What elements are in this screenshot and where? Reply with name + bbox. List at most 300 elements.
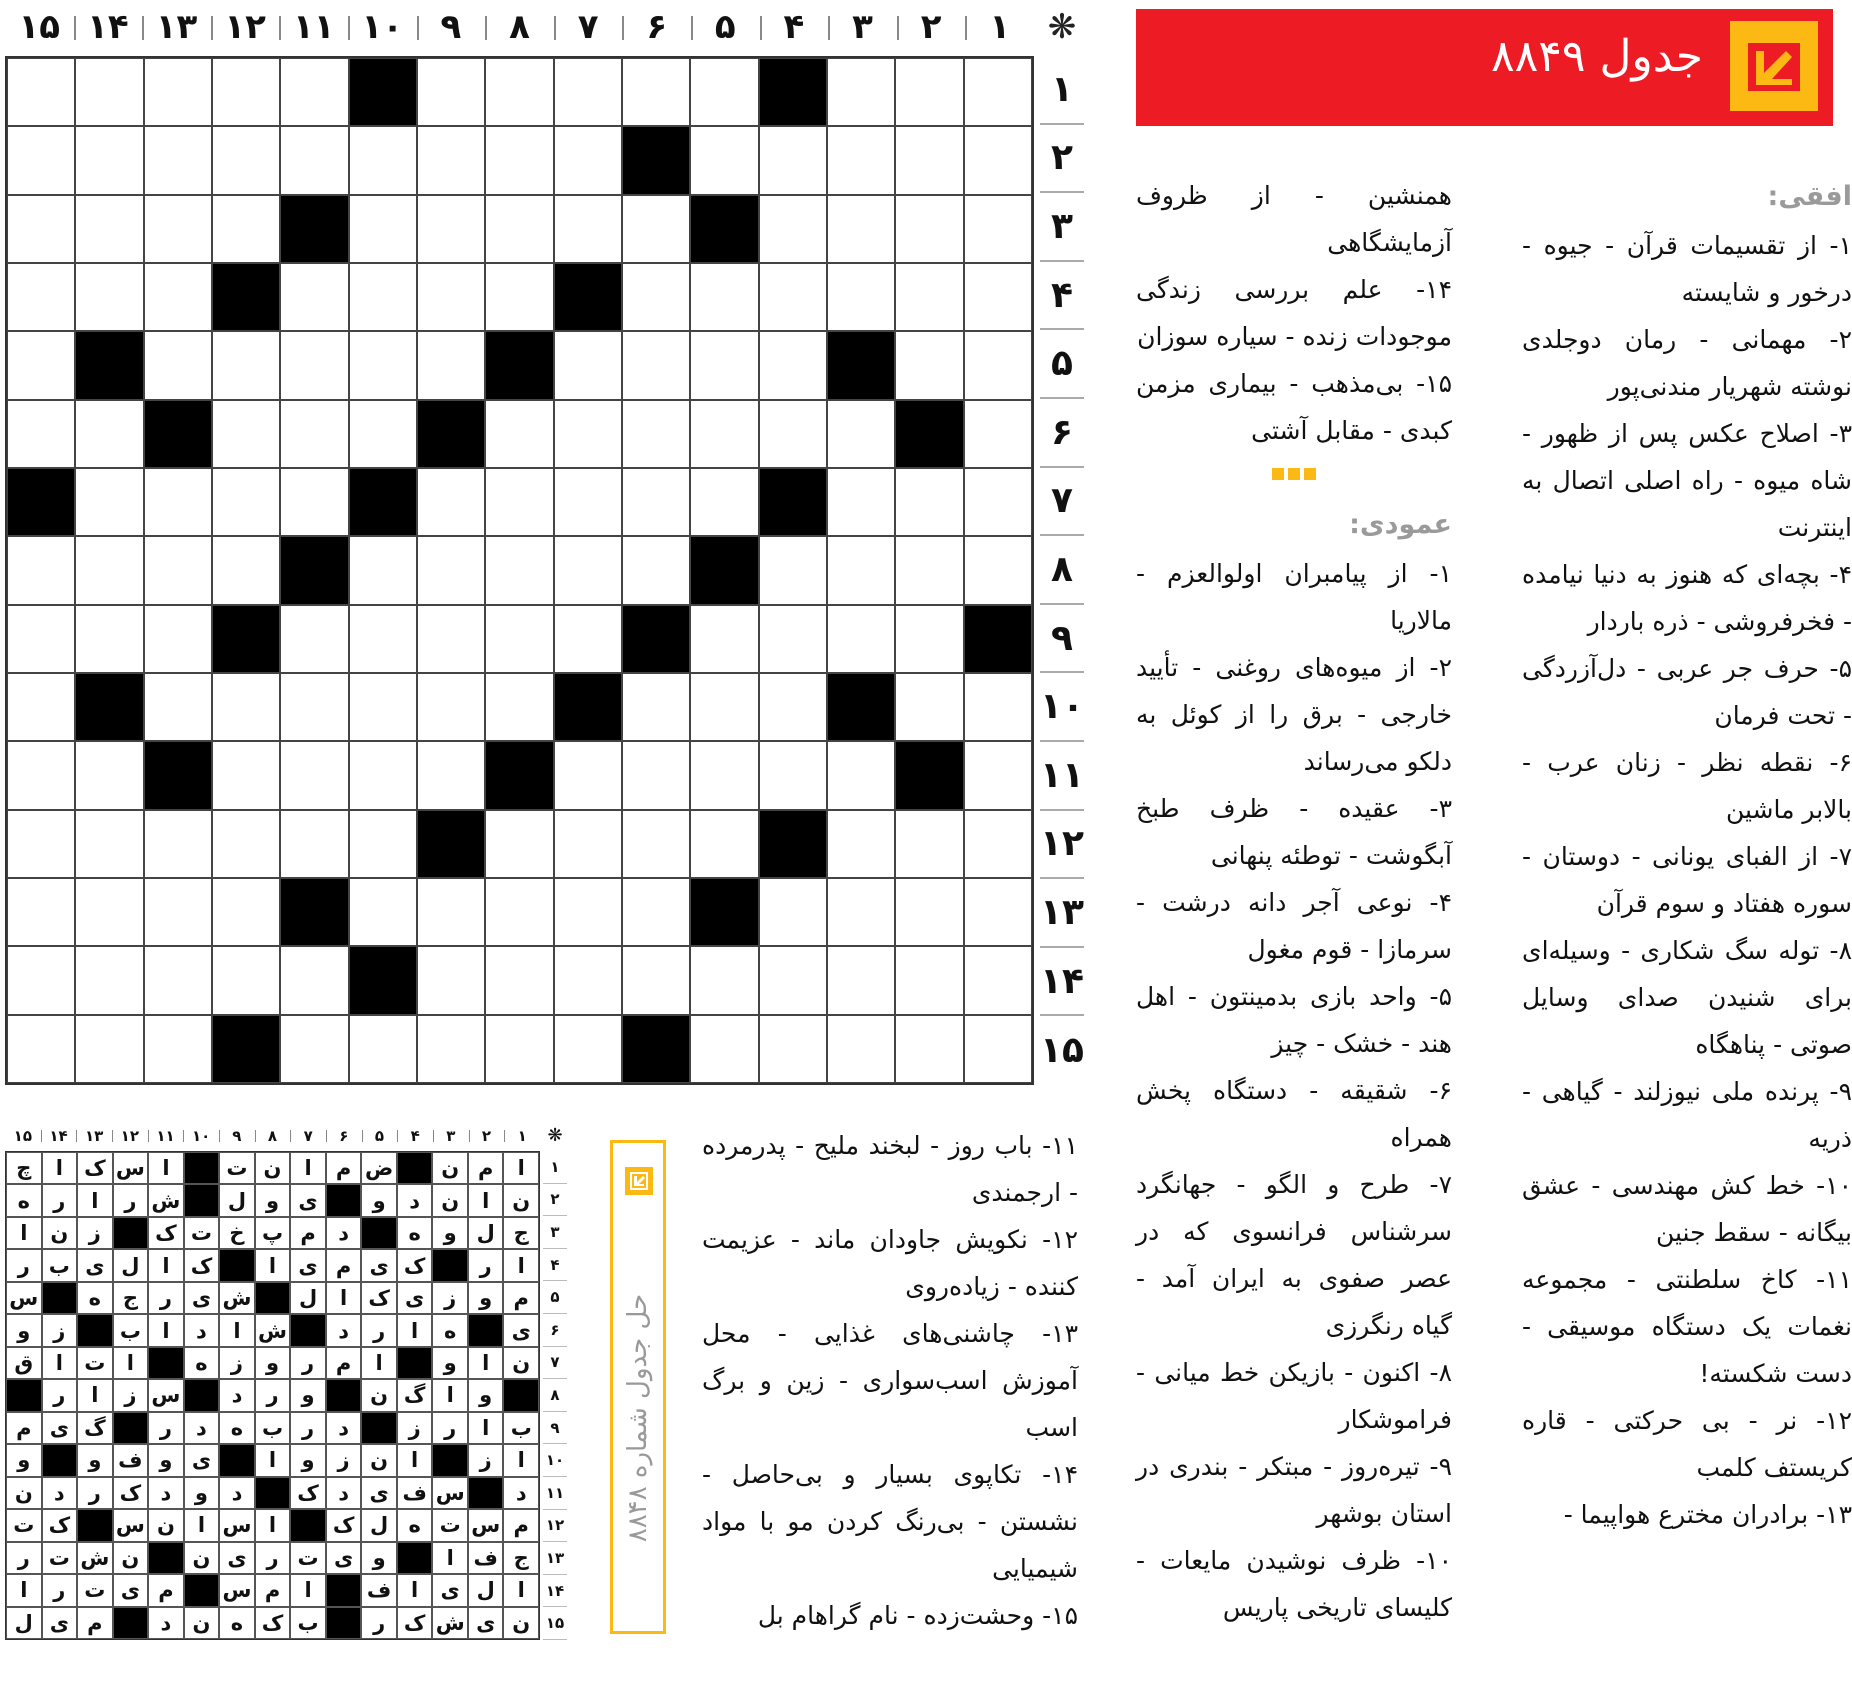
grid-cell[interactable] bbox=[144, 946, 212, 1014]
solution-cell: ن bbox=[503, 1184, 539, 1216]
solution-cell: و bbox=[6, 1314, 42, 1346]
grid-cell[interactable] bbox=[554, 126, 622, 194]
solution-cell: ا bbox=[219, 1314, 255, 1346]
grid-cell[interactable] bbox=[827, 536, 895, 604]
row-label: ۱۳ bbox=[1040, 879, 1084, 948]
row-label: ۱۱ bbox=[1040, 742, 1084, 811]
grid-cell[interactable] bbox=[7, 946, 75, 1014]
black-cell bbox=[622, 1015, 690, 1083]
solution-cell: ش bbox=[432, 1607, 468, 1639]
grid-cell[interactable] bbox=[964, 58, 1032, 126]
grid-cell[interactable] bbox=[280, 673, 348, 741]
solution-cell: گ bbox=[397, 1379, 433, 1411]
solution-black-cell bbox=[77, 1509, 113, 1541]
grid-cell[interactable] bbox=[964, 673, 1032, 741]
black-cell bbox=[280, 195, 348, 263]
grid-cell[interactable] bbox=[622, 810, 690, 878]
solution-cell: و bbox=[255, 1347, 291, 1379]
black-cell bbox=[349, 946, 417, 1014]
solution-cell: ی bbox=[432, 1574, 468, 1606]
solution-black-cell bbox=[113, 1607, 149, 1639]
grid-cell[interactable] bbox=[964, 878, 1032, 946]
solution-column-label: ۹ bbox=[219, 1122, 255, 1150]
grid-cell[interactable] bbox=[417, 878, 485, 946]
grid-cell[interactable] bbox=[964, 126, 1032, 194]
grid-cell[interactable] bbox=[7, 810, 75, 878]
column-label: ۱۰ bbox=[348, 2, 417, 52]
grid-cell[interactable] bbox=[895, 195, 963, 263]
grid-cell[interactable] bbox=[485, 878, 553, 946]
grid-cell[interactable] bbox=[964, 810, 1032, 878]
grid-cell[interactable] bbox=[7, 58, 75, 126]
solution-column-label: ۱۳ bbox=[76, 1122, 112, 1150]
grid-cell[interactable] bbox=[280, 946, 348, 1014]
grid-cell[interactable] bbox=[75, 605, 143, 673]
grid-cell[interactable] bbox=[485, 195, 553, 263]
grid-cell[interactable] bbox=[144, 58, 212, 126]
grid-cell[interactable] bbox=[144, 536, 212, 604]
grid-cell[interactable] bbox=[690, 673, 758, 741]
grid-cell[interactable] bbox=[417, 1015, 485, 1083]
horizontal-heading: افقی: bbox=[1767, 181, 1852, 212]
grid-cell[interactable] bbox=[212, 331, 280, 399]
solution-black-cell bbox=[468, 1314, 504, 1346]
grid-cell[interactable] bbox=[7, 1015, 75, 1083]
grid-cell[interactable] bbox=[144, 331, 212, 399]
grid-cell[interactable] bbox=[349, 605, 417, 673]
grid-cell[interactable] bbox=[690, 741, 758, 809]
grid-cell[interactable] bbox=[827, 58, 895, 126]
solution-cell: ی bbox=[184, 1444, 220, 1476]
grid-cell[interactable] bbox=[144, 878, 212, 946]
grid-cell[interactable] bbox=[554, 810, 622, 878]
grid-cell[interactable] bbox=[349, 810, 417, 878]
solution-row-label: ۸ bbox=[543, 1379, 567, 1412]
grid-cell[interactable] bbox=[827, 810, 895, 878]
grid-cell[interactable] bbox=[622, 263, 690, 331]
solution-black-cell bbox=[6, 1379, 42, 1411]
grid-cell[interactable] bbox=[895, 331, 963, 399]
grid-cell[interactable] bbox=[554, 195, 622, 263]
grid-cell[interactable] bbox=[485, 400, 553, 468]
grid-cell[interactable] bbox=[212, 58, 280, 126]
grid-cell[interactable] bbox=[827, 605, 895, 673]
solution-cell: ه bbox=[184, 1347, 220, 1379]
grid-cell[interactable] bbox=[964, 468, 1032, 536]
row-label: ۸ bbox=[1040, 536, 1084, 605]
grid-cell[interactable] bbox=[7, 536, 75, 604]
vertical-clue: ۲- از میوه‌های روغنی - تأیید خارجی - برق را از کوئل به دلکو می‌رساند bbox=[1136, 653, 1452, 776]
grid-cell[interactable] bbox=[759, 878, 827, 946]
grid-cell[interactable] bbox=[349, 1015, 417, 1083]
grid-cell[interactable] bbox=[964, 741, 1032, 809]
solution-cell: ک bbox=[42, 1509, 78, 1541]
grid-cell[interactable] bbox=[759, 263, 827, 331]
horizontal-clue: ۱۱- کاخ سلطنتی - مجموعه نغمات یک دستگاه موسیقی - دست شکسته! bbox=[1522, 1265, 1852, 1388]
grid-cell[interactable] bbox=[895, 878, 963, 946]
solution-corner-symbol: ❋ bbox=[547, 1125, 563, 1146]
grid-cell[interactable] bbox=[895, 536, 963, 604]
solution-cell: س bbox=[113, 1509, 149, 1541]
solution-black-cell bbox=[326, 1184, 362, 1216]
solution-row-label: ۹ bbox=[543, 1412, 567, 1445]
grid-cell[interactable] bbox=[690, 946, 758, 1014]
grid-cell[interactable] bbox=[964, 195, 1032, 263]
grid-cell[interactable] bbox=[417, 263, 485, 331]
grid-cell[interactable] bbox=[964, 331, 1032, 399]
grid-cell[interactable] bbox=[554, 605, 622, 673]
solution-cell: چ bbox=[6, 1152, 42, 1184]
grid-cell[interactable] bbox=[75, 946, 143, 1014]
grid-cell[interactable] bbox=[349, 126, 417, 194]
grid-cell[interactable] bbox=[759, 331, 827, 399]
grid-cell[interactable] bbox=[622, 58, 690, 126]
grid-cell[interactable] bbox=[622, 400, 690, 468]
solution-cell: ن bbox=[148, 1509, 184, 1541]
grid-cell[interactable] bbox=[75, 400, 143, 468]
grid-cell[interactable] bbox=[349, 878, 417, 946]
grid-cell[interactable] bbox=[964, 263, 1032, 331]
solution-cell: ن bbox=[42, 1217, 78, 1249]
solution-cell: ت bbox=[6, 1509, 42, 1541]
grid-cell[interactable] bbox=[485, 946, 553, 1014]
grid-cell[interactable] bbox=[280, 263, 348, 331]
solution-column-label: ۱ bbox=[504, 1122, 540, 1150]
solution-cell: ر bbox=[42, 1574, 78, 1606]
grid-cell[interactable] bbox=[7, 673, 75, 741]
grid-cell[interactable] bbox=[417, 58, 485, 126]
grid-cell[interactable] bbox=[280, 126, 348, 194]
solution-cell: ا bbox=[6, 1574, 42, 1606]
solution-black-cell bbox=[326, 1379, 362, 1411]
grid-cell[interactable] bbox=[349, 195, 417, 263]
grid-cell[interactable] bbox=[554, 741, 622, 809]
grid-cell[interactable] bbox=[75, 741, 143, 809]
grid-cell[interactable] bbox=[827, 195, 895, 263]
grid-cell[interactable] bbox=[280, 468, 348, 536]
grid-cell[interactable] bbox=[690, 331, 758, 399]
vertical-clue: ۱۴- تکاپوی بسیار و بی‌حاصل - نشستن - بی‌رنگ کردن مو با مواد شیمیایی bbox=[702, 1460, 1078, 1583]
grid-cell[interactable] bbox=[690, 605, 758, 673]
grid-cell[interactable] bbox=[690, 1015, 758, 1083]
solution-cell: ک bbox=[290, 1477, 326, 1509]
grid-cell[interactable] bbox=[7, 878, 75, 946]
grid-cell[interactable] bbox=[75, 126, 143, 194]
grid-cell[interactable] bbox=[690, 400, 758, 468]
row-label: ۲ bbox=[1040, 125, 1084, 194]
vertical-clue: ۷- طرح و الگو - جهانگرد سرشناس فرانسوی که در عصر صفوی به ایران آمد - گیاه رنگرزی bbox=[1136, 1170, 1452, 1340]
grid-cell[interactable] bbox=[75, 878, 143, 946]
grid-cell[interactable] bbox=[964, 946, 1032, 1014]
grid-cell[interactable] bbox=[622, 946, 690, 1014]
grid-cell[interactable] bbox=[485, 263, 553, 331]
solution-cell: ه bbox=[219, 1607, 255, 1639]
grid-cell[interactable] bbox=[964, 536, 1032, 604]
black-cell bbox=[144, 741, 212, 809]
grid-cell[interactable] bbox=[75, 810, 143, 878]
grid-cell[interactable] bbox=[690, 263, 758, 331]
grid-cell[interactable] bbox=[417, 673, 485, 741]
grid-cell[interactable] bbox=[212, 536, 280, 604]
grid-cell[interactable] bbox=[895, 58, 963, 126]
solution-cell: د bbox=[503, 1477, 539, 1509]
grid-cell[interactable] bbox=[75, 1015, 143, 1083]
horizontal-clue: ۷- از الفبای یونانی - دوستان - سوره هفتاد و سوم قرآن bbox=[1522, 842, 1852, 918]
solution-cell: س bbox=[148, 1379, 184, 1411]
grid-cell[interactable] bbox=[75, 263, 143, 331]
grid-cell[interactable] bbox=[417, 605, 485, 673]
vertical-clue: ۸- اکنون - بازیکن خط میانی - فراموشکار bbox=[1136, 1358, 1452, 1434]
grid-cell[interactable] bbox=[280, 400, 348, 468]
solution-cell: ن bbox=[503, 1607, 539, 1639]
grid-cell[interactable] bbox=[349, 400, 417, 468]
grid-cell[interactable] bbox=[349, 331, 417, 399]
grid-cell[interactable] bbox=[622, 878, 690, 946]
solution-cell: ا bbox=[42, 1347, 78, 1379]
solution-cell: ک bbox=[113, 1477, 149, 1509]
solution-black-cell bbox=[42, 1282, 78, 1314]
black-cell bbox=[554, 673, 622, 741]
column-label: ۱ bbox=[965, 2, 1034, 52]
solution-cell: ا bbox=[255, 1249, 291, 1281]
grid-cell[interactable] bbox=[827, 878, 895, 946]
grid-cell[interactable] bbox=[485, 126, 553, 194]
solution-cell: ا bbox=[361, 1347, 397, 1379]
grid-cell[interactable] bbox=[895, 263, 963, 331]
solution-column-label: ۴ bbox=[397, 1122, 433, 1150]
solution-cell: ز bbox=[432, 1282, 468, 1314]
solution-cell: ک bbox=[77, 1152, 113, 1184]
grid-cell[interactable] bbox=[7, 605, 75, 673]
grid-cell[interactable] bbox=[417, 331, 485, 399]
grid-cell[interactable] bbox=[895, 946, 963, 1014]
grid-cell[interactable] bbox=[690, 126, 758, 194]
vertical-clue: ۱۳- چاشنی‌های غذایی - محل آموزش اسب‌سواری - زین و برگ اسب bbox=[702, 1319, 1078, 1442]
grid-cell[interactable] bbox=[554, 946, 622, 1014]
clues-column-bottom bbox=[702, 1122, 1078, 1639]
grid-cell[interactable] bbox=[280, 1015, 348, 1083]
grid-cell[interactable] bbox=[622, 741, 690, 809]
grid-cell[interactable] bbox=[622, 195, 690, 263]
grid-cell[interactable] bbox=[485, 673, 553, 741]
grid-cell[interactable] bbox=[554, 468, 622, 536]
grid-cell[interactable] bbox=[144, 1015, 212, 1083]
solution-cell: ق bbox=[6, 1347, 42, 1379]
solution-cell: ا bbox=[77, 1184, 113, 1216]
solution-cell: ا bbox=[290, 1574, 326, 1606]
grid-cell[interactable] bbox=[212, 126, 280, 194]
grid-cell[interactable] bbox=[827, 946, 895, 1014]
black-cell bbox=[417, 400, 485, 468]
grid-cell[interactable] bbox=[75, 536, 143, 604]
grid-cell[interactable] bbox=[554, 536, 622, 604]
grid-cell[interactable] bbox=[759, 400, 827, 468]
grid-cell[interactable] bbox=[554, 1015, 622, 1083]
black-cell bbox=[212, 263, 280, 331]
grid-cell[interactable] bbox=[144, 126, 212, 194]
grid-cell[interactable] bbox=[280, 331, 348, 399]
solution-cell: س bbox=[468, 1509, 504, 1541]
black-cell bbox=[349, 468, 417, 536]
grid-cell[interactable] bbox=[349, 673, 417, 741]
row-label: ۱ bbox=[1040, 56, 1084, 125]
grid-cell[interactable] bbox=[554, 331, 622, 399]
grid-cell[interactable] bbox=[485, 810, 553, 878]
grid-cell[interactable] bbox=[759, 536, 827, 604]
grid-cell[interactable] bbox=[212, 673, 280, 741]
grid-cell[interactable] bbox=[485, 1015, 553, 1083]
grid-cell[interactable] bbox=[622, 331, 690, 399]
solution-cell: د bbox=[326, 1217, 362, 1249]
horizontal-clue: ۱۰- خط کش مهندسی - عشق بیگانه - سقط جنین bbox=[1522, 1171, 1852, 1247]
grid-cell[interactable] bbox=[144, 468, 212, 536]
grid-cell[interactable] bbox=[759, 195, 827, 263]
solution-cell: ک bbox=[148, 1217, 184, 1249]
grid-cell[interactable] bbox=[622, 673, 690, 741]
grid-cell[interactable] bbox=[144, 673, 212, 741]
grid-cell[interactable] bbox=[759, 126, 827, 194]
grid-cell[interactable] bbox=[280, 605, 348, 673]
row-label: ۶ bbox=[1040, 399, 1084, 468]
grid-cell[interactable] bbox=[485, 468, 553, 536]
grid-cell[interactable] bbox=[7, 195, 75, 263]
black-cell bbox=[622, 126, 690, 194]
grid-cell[interactable] bbox=[7, 741, 75, 809]
grid-cell[interactable] bbox=[280, 58, 348, 126]
grid-cell[interactable] bbox=[895, 126, 963, 194]
grid-cell[interactable] bbox=[827, 263, 895, 331]
solution-cell: ش bbox=[148, 1184, 184, 1216]
grid-cell[interactable] bbox=[417, 468, 485, 536]
solution-cell: ن bbox=[184, 1607, 220, 1639]
grid-cell[interactable] bbox=[964, 1015, 1032, 1083]
solution-cell: ز bbox=[397, 1412, 433, 1444]
grid-cell[interactable] bbox=[7, 400, 75, 468]
grid-cell[interactable] bbox=[827, 126, 895, 194]
grid-cell[interactable] bbox=[554, 878, 622, 946]
grid-cell[interactable] bbox=[212, 195, 280, 263]
grid-cell[interactable] bbox=[895, 605, 963, 673]
solution-row-label: ۶ bbox=[543, 1314, 567, 1347]
grid-cell[interactable] bbox=[212, 946, 280, 1014]
grid-cell[interactable] bbox=[759, 1015, 827, 1083]
grid-cell[interactable] bbox=[417, 946, 485, 1014]
grid-cell[interactable] bbox=[554, 58, 622, 126]
grid-cell[interactable] bbox=[7, 331, 75, 399]
grid-cell[interactable] bbox=[417, 126, 485, 194]
grid-cell[interactable] bbox=[212, 741, 280, 809]
grid-cell[interactable] bbox=[7, 263, 75, 331]
arrow-down-left-icon bbox=[1730, 21, 1818, 111]
grid-cell[interactable] bbox=[212, 400, 280, 468]
grid-cell[interactable] bbox=[827, 468, 895, 536]
grid-cell[interactable] bbox=[417, 195, 485, 263]
grid-cell[interactable] bbox=[759, 605, 827, 673]
grid-cell[interactable] bbox=[485, 536, 553, 604]
solution-cell: و bbox=[468, 1379, 504, 1411]
grid-cell[interactable] bbox=[75, 468, 143, 536]
grid-cell[interactable] bbox=[349, 536, 417, 604]
solution-cell: ک bbox=[397, 1607, 433, 1639]
grid-cell[interactable] bbox=[417, 536, 485, 604]
solution-cell: ش bbox=[255, 1314, 291, 1346]
grid-cell[interactable] bbox=[622, 468, 690, 536]
solution-cell: د bbox=[326, 1412, 362, 1444]
grid-cell[interactable] bbox=[144, 605, 212, 673]
solution-cell: د bbox=[148, 1607, 184, 1639]
grid-cell[interactable] bbox=[622, 536, 690, 604]
grid-cell[interactable] bbox=[7, 126, 75, 194]
grid-cell[interactable] bbox=[964, 400, 1032, 468]
grid-cell[interactable] bbox=[827, 741, 895, 809]
row-label: ۴ bbox=[1040, 262, 1084, 331]
grid-cell[interactable] bbox=[212, 810, 280, 878]
grid-cell[interactable] bbox=[895, 810, 963, 878]
column-label: ۴ bbox=[760, 2, 829, 52]
grid-cell[interactable] bbox=[144, 810, 212, 878]
grid-cell[interactable] bbox=[349, 263, 417, 331]
black-cell bbox=[759, 810, 827, 878]
grid-cell[interactable] bbox=[485, 58, 553, 126]
grid-cell[interactable] bbox=[895, 673, 963, 741]
solution-cell: ی bbox=[290, 1249, 326, 1281]
grid-cell[interactable] bbox=[212, 468, 280, 536]
solution-black-cell bbox=[361, 1217, 397, 1249]
clues-column-right bbox=[1522, 172, 1852, 1538]
solution-cell: ا bbox=[326, 1282, 362, 1314]
grid-cell[interactable] bbox=[759, 946, 827, 1014]
solution-black-cell bbox=[184, 1152, 220, 1184]
solution-banner bbox=[610, 1140, 666, 1634]
grid-cell[interactable] bbox=[690, 468, 758, 536]
solution-row-label: ۱ bbox=[543, 1151, 567, 1184]
black-cell bbox=[827, 673, 895, 741]
solution-cell: و bbox=[468, 1282, 504, 1314]
grid-cell[interactable] bbox=[759, 741, 827, 809]
grid-cell[interactable] bbox=[759, 673, 827, 741]
grid-cell[interactable] bbox=[827, 400, 895, 468]
grid-cell[interactable] bbox=[144, 195, 212, 263]
solution-cell: ل bbox=[468, 1574, 504, 1606]
row-label: ۳ bbox=[1040, 193, 1084, 262]
vertical-clue: ۹- تیره‌روز - مبتکر - بندری در استان بوشهر bbox=[1136, 1452, 1452, 1528]
grid-cell[interactable] bbox=[827, 1015, 895, 1083]
grid-cell[interactable] bbox=[144, 263, 212, 331]
grid-cell[interactable] bbox=[417, 741, 485, 809]
grid-cell[interactable] bbox=[349, 741, 417, 809]
grid-cell[interactable] bbox=[75, 58, 143, 126]
solution-black-cell bbox=[432, 1249, 468, 1281]
grid-cell[interactable] bbox=[485, 605, 553, 673]
solution-cell: ر bbox=[42, 1379, 78, 1411]
grid-cell[interactable] bbox=[895, 468, 963, 536]
grid-cell[interactable] bbox=[554, 400, 622, 468]
grid-cell[interactable] bbox=[212, 878, 280, 946]
solution-cell: ن bbox=[255, 1152, 291, 1184]
black-cell bbox=[895, 400, 963, 468]
solution-cell: ا bbox=[503, 1152, 539, 1184]
grid-cell[interactable] bbox=[690, 810, 758, 878]
grid-cell[interactable] bbox=[690, 58, 758, 126]
grid-cell[interactable] bbox=[280, 741, 348, 809]
solution-black-cell bbox=[184, 1184, 220, 1216]
grid-cell[interactable] bbox=[280, 810, 348, 878]
solution-cell: س bbox=[6, 1282, 42, 1314]
grid-cell[interactable] bbox=[75, 195, 143, 263]
solution-cell: ا bbox=[255, 1444, 291, 1476]
grid-cell[interactable] bbox=[895, 1015, 963, 1083]
solution-black-cell bbox=[148, 1347, 184, 1379]
